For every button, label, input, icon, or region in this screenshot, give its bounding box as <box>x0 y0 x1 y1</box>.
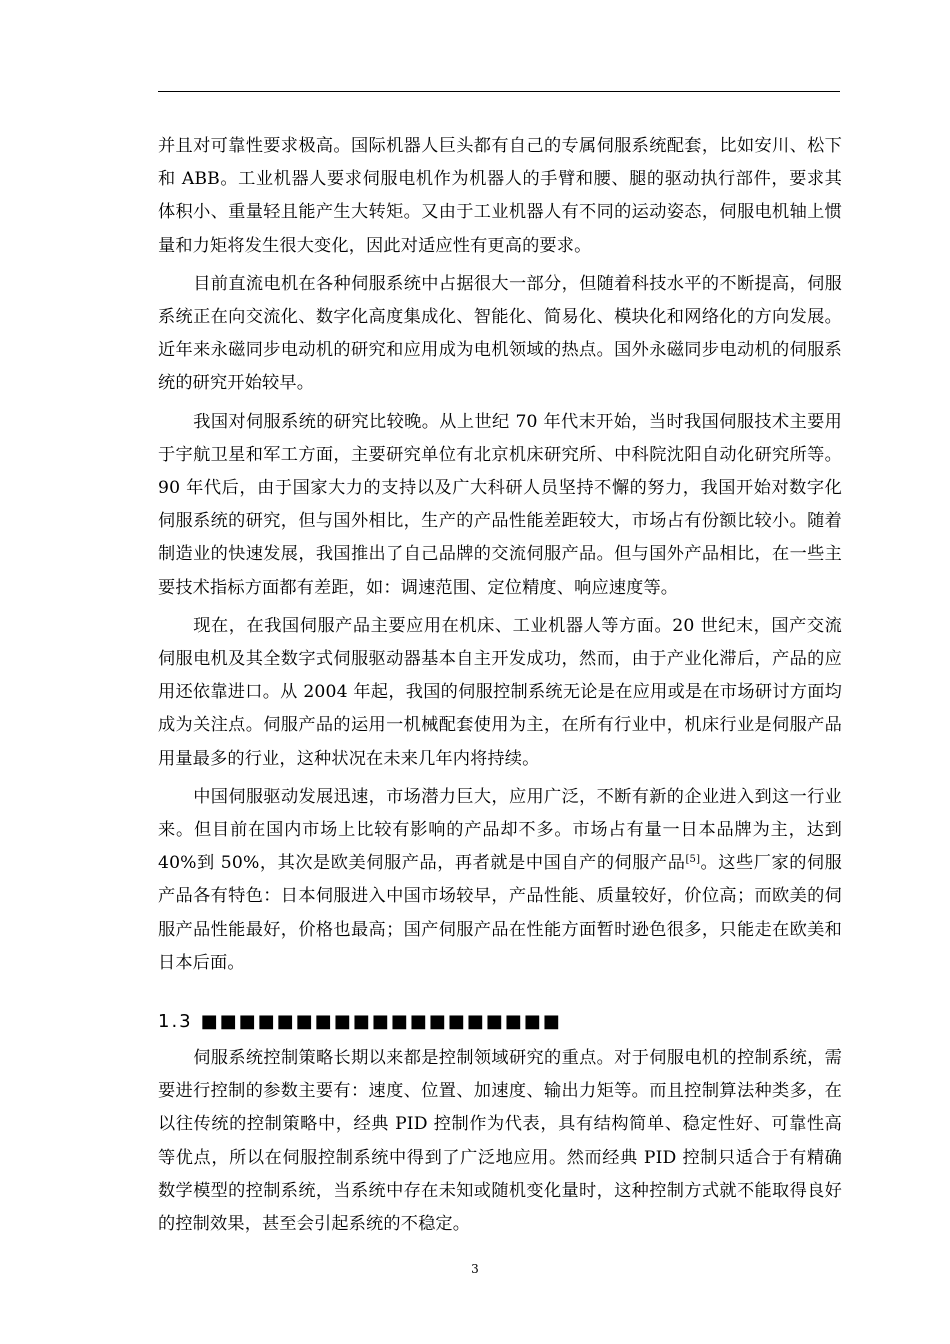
paragraph-text: 中国伺服驱动发展迅速，市场潜力巨大，应用广泛，不断有新的企业进入到这一行业来。但目前在国内市场上比较有影响的产品却不多。市场占有量一日本品牌为主，达到 40%到 50%，其次是欧美伺服产品，再者就是中国自产的伺服产品 <box>158 786 842 874</box>
header-rule <box>158 91 840 92</box>
section-title: ■■■■■■■■■■■■■■■■■■■ <box>200 1011 562 1033</box>
body-paragraph-2: 目前直流电机在各种伺服系统中占据很大一部分，但随着科技水平的不断提高，伺服系统正在向交流化、数字化高度集成化、智能化、简易化、模块化和网络化的方向发展。近年来永磁同步电动机的研究和应用成为电机领域的热点。国外永磁同步电动机的伺服系统的研究开始较早。 <box>158 273 842 394</box>
page-body <box>158 130 842 1246</box>
section-number: 1.3 <box>158 1011 193 1033</box>
body-paragraph-1: 并且对可靠性要求极高。国际机器人巨头都有自己的专属伺服系统配套，比如安川、松下和 ABB。工业机器人要求伺服电机作为机器人的手臂和腰、腿的驱动执行部件，要求其体积小、重量轻且能产生大转矩。又由于工业机器人有不同的运动姿态，伺服电机轴上惯量和力矩将发生很大变化，因此对适应性有更高的要求。 <box>158 136 842 256</box>
paragraph-text-continued: 。这些厂家的伺服产品各有特色：日本伺服进入中国市场较早，产品性能、质量较好，价位高；而欧美的伺服产品性能最好，价格也最高；国产伺服产品在性能方面暂时逊色很多，只能走在欧美和日本后面。 <box>158 853 843 973</box>
body-paragraph-3: 我国对伺服系统的研究比较晚。从上世纪 70 年代末开始，当时我国伺服技术主要用于宇航卫星和军工方面，主要研究单位有北京机床研究所、中科院沈阳自动化研究所等。90 年代后，由于国家大力的支持以及广大科研人员坚持不懈的努力，我国开始对数字化伺服系统的研究，但与国外相比，生产的产品性能差距较大，市场占有份额比较小。随着制造业的快速发展，我国推出了自己品牌的交流伺服产品。但与国外产品相比，在一些主要技术指标方面都有差距，如：调速范围、定位精度、响应速度等。 <box>158 411 842 598</box>
body-paragraph-5 <box>158 781 842 980</box>
citation-ref-5: [5] <box>685 854 701 866</box>
body-paragraph-4: 现在，在我国伺服产品主要应用在机床、工业机器人等方面。20 世纪末，国产交流伺服电机及其全数字式伺服驱动器基本自主开发成功，然而，由于产业化滞后，产品的应用还依靠进口。从 2004 年起，我国的伺服控制系统无论是在应用或是在市场研讨方面均成为关注点。伺服产品的运用一机械配套使用为主，在所有行业中，机床行业是伺服产品用量最多的行业，这种状况在未来几年内将持续。 <box>158 615 842 769</box>
section-heading <box>158 1006 842 1038</box>
page-number: 3 <box>471 1262 479 1276</box>
body-paragraph-6: 伺服系统控制策略长期以来都是控制领域研究的重点。对于伺服电机的控制系统，需要进行控制的参数主要有：速度、位置、加速度、输出力矩等。而且控制算法种类多，在以往传统的控制策略中，经典 PID 控制作为代表，具有结构简单、稳定性好、可靠性高等优点，所以在伺服控制系统中得到了广泛地应用。然而经典 PID 控制只适合于有精确数学模型的控制系统，当系统中存在未知或随机变化量时，这种控制方式就不能取得良好的控制效果，甚至会引起系统的不稳定。 <box>158 1048 842 1235</box>
